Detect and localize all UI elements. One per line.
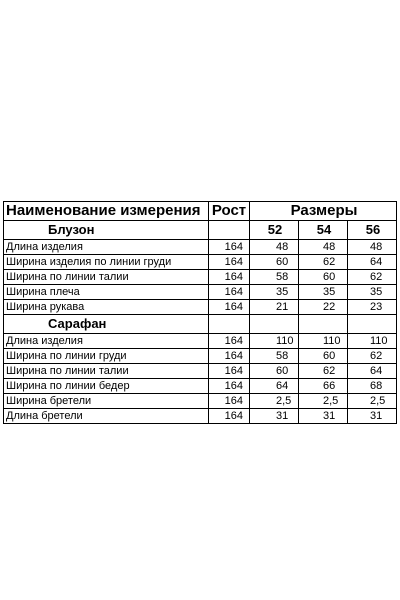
size-chart-table <box>3 201 397 424</box>
height-value: 164 <box>209 240 250 255</box>
measurement-value-text: 48 <box>276 241 289 253</box>
section-title: Блузон <box>4 221 209 240</box>
measurement-value <box>250 409 299 424</box>
measurement-value <box>250 285 299 300</box>
measurement-name: Ширина изделия по линии груди <box>4 255 209 270</box>
measurement-name: Ширина по линии талии <box>4 364 209 379</box>
measurement-value <box>299 394 348 409</box>
measurement-value-text: 110 <box>276 335 294 347</box>
measurement-value <box>250 349 299 364</box>
measurement-value <box>348 394 397 409</box>
measurement-row <box>4 255 397 270</box>
measurement-value <box>348 349 397 364</box>
measurement-value-text: 68 <box>370 380 383 392</box>
measurement-row <box>4 379 397 394</box>
size-label <box>348 315 397 334</box>
measurement-row <box>4 409 397 424</box>
measurement-value <box>348 334 397 349</box>
measurement-value <box>250 255 299 270</box>
measurement-value <box>250 379 299 394</box>
measurement-name: Ширина по линии груди <box>4 349 209 364</box>
measurement-value <box>299 300 348 315</box>
height-header: Рост <box>209 202 250 221</box>
measurement-value <box>299 364 348 379</box>
measurement-value-text: 2,5 <box>370 395 386 407</box>
measurement-value <box>250 334 299 349</box>
measurement-value-text: 60 <box>276 256 289 268</box>
height-value: 164 <box>209 334 250 349</box>
measurement-value <box>348 270 397 285</box>
measurement-value-text: 31 <box>323 410 336 422</box>
measurement-value-text: 110 <box>323 335 341 347</box>
measurement-row <box>4 364 397 379</box>
measurement-value <box>348 409 397 424</box>
measurement-value-text: 2,5 <box>276 395 292 407</box>
height-value: 164 <box>209 300 250 315</box>
measurement-value <box>299 379 348 394</box>
measurement-value-text: 21 <box>276 301 289 313</box>
measurement-row <box>4 394 397 409</box>
height-value: 164 <box>209 255 250 270</box>
measurement-value-text: 60 <box>276 365 289 377</box>
measurement-name: Ширина по линии талии <box>4 270 209 285</box>
measurement-row <box>4 349 397 364</box>
measurement-value-text: 58 <box>276 350 289 362</box>
measurement-value-text: 35 <box>370 286 383 298</box>
height-value: 164 <box>209 394 250 409</box>
section-height-cell <box>209 221 250 240</box>
section-height-cell <box>209 315 250 334</box>
measurement-value <box>348 240 397 255</box>
measurement-value <box>348 285 397 300</box>
measurement-row <box>4 300 397 315</box>
measurement-value <box>299 270 348 285</box>
measurement-name: Ширина по линии бедер <box>4 379 209 394</box>
measurement-value <box>250 300 299 315</box>
measurement-name: Ширина рукава <box>4 300 209 315</box>
measurement-value-text: 35 <box>323 286 336 298</box>
measurement-value-text: 58 <box>276 271 289 283</box>
height-value: 164 <box>209 409 250 424</box>
measurement-value <box>348 364 397 379</box>
measurement-value <box>348 379 397 394</box>
measurement-value-text: 31 <box>370 410 383 422</box>
measurement-value-text: 23 <box>370 301 383 313</box>
measurement-value <box>299 349 348 364</box>
measurement-value <box>299 409 348 424</box>
section-header-row <box>4 221 397 240</box>
measurement-value-text: 62 <box>323 256 336 268</box>
measurement-row <box>4 334 397 349</box>
measurement-value-text: 64 <box>276 380 289 392</box>
size-label: 56 <box>348 221 397 240</box>
measurement-value <box>348 300 397 315</box>
measurement-value-text: 62 <box>370 271 383 283</box>
height-value: 164 <box>209 364 250 379</box>
measurement-value-text: 64 <box>370 256 383 268</box>
measurement-value-text: 48 <box>370 241 383 253</box>
measurement-row <box>4 285 397 300</box>
measurement-value <box>299 240 348 255</box>
size-label <box>299 315 348 334</box>
size-label: 52 <box>250 221 299 240</box>
measurement-name: Ширина плеча <box>4 285 209 300</box>
measurement-value <box>250 240 299 255</box>
measurement-value-text: 60 <box>323 350 336 362</box>
measurement-value-text: 60 <box>323 271 336 283</box>
size-label <box>250 315 299 334</box>
measurement-value-text: 64 <box>370 365 383 377</box>
header-row <box>4 202 397 221</box>
measurement-value-text: 66 <box>323 380 336 392</box>
measurement-value-text: 62 <box>323 365 336 377</box>
height-value: 164 <box>209 285 250 300</box>
measurement-value <box>250 270 299 285</box>
measurement-row <box>4 240 397 255</box>
measurement-value <box>299 255 348 270</box>
measurement-value <box>299 285 348 300</box>
height-value: 164 <box>209 270 250 285</box>
height-value: 164 <box>209 349 250 364</box>
section-header-row <box>4 315 397 334</box>
measurement-name: Длина изделия <box>4 334 209 349</box>
sizes-header: Размеры <box>250 202 397 221</box>
measurement-value-text: 48 <box>323 241 336 253</box>
height-value: 164 <box>209 379 250 394</box>
section-title: Сарафан <box>4 315 209 334</box>
measurement-value-text: 22 <box>323 301 336 313</box>
measurement-value-text: 31 <box>276 410 289 422</box>
measurement-value-text: 62 <box>370 350 383 362</box>
measurement-value <box>250 364 299 379</box>
measurement-name: Ширина бретели <box>4 394 209 409</box>
measurement-name-header: Наименование измерения <box>4 202 209 221</box>
size-label: 54 <box>299 221 348 240</box>
measurement-value-text: 35 <box>276 286 289 298</box>
measurement-value-text: 2,5 <box>323 395 339 407</box>
measurement-value <box>299 334 348 349</box>
measurement-row <box>4 270 397 285</box>
measurement-value <box>348 255 397 270</box>
measurement-value-text: 110 <box>370 335 388 347</box>
measurement-name: Длина изделия <box>4 240 209 255</box>
measurement-name: Длина бретели <box>4 409 209 424</box>
measurement-value <box>250 394 299 409</box>
